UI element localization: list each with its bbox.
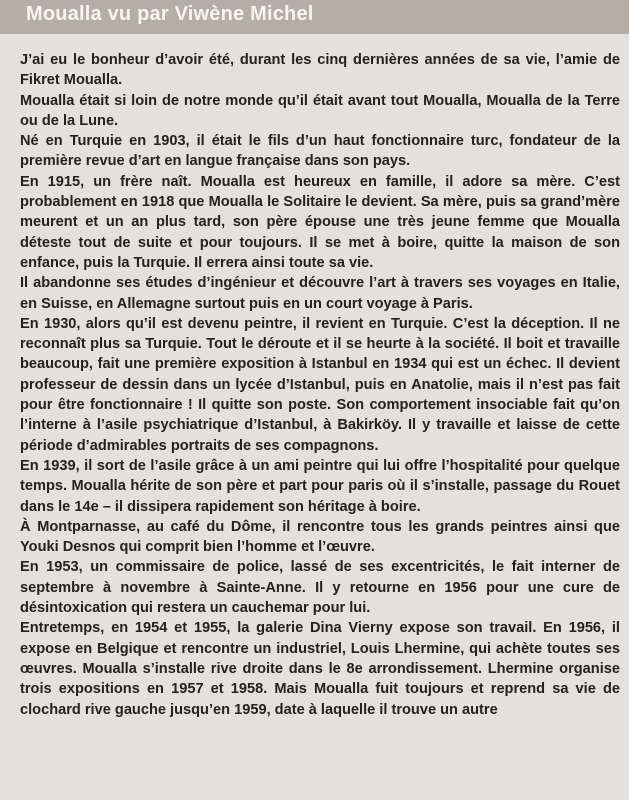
article-body — [20, 50, 620, 720]
title-bar — [0, 0, 629, 34]
paragraph-10: Entretemps, en 1954 et 1955, la galerie Dina Vierny expose son travail. En 1956, il expose en Belgique et rencontre un industriel, Louis Lhermine, qui achète toutes ses œuvres. Moualla s’installe rive droite dans le 8e arrondissement. Lhermine organise trois expositions en 1957 et 1958. Mais Moualla fuit toujours et reprend sa vie de clochard rive gauche jusqu’en 1959, date à laquelle il trouve un autre — [20, 620, 620, 718]
paragraph-1: J’ai eu le bonheur d’avoir été, durant les cinq dernières années de sa vie, l’amie de Fikret Moualla. — [20, 52, 620, 89]
paragraph-4: En 1915, un frère naît. Moualla est heureux en famille, il adore sa mère. C’est probablement en 1918 que Moualla le Solitaire le devient. Sa mère, puis sa grand’mère meurent et un an plus tard, son père épouse une très jeune femme que Moualla déteste tout de suite et pour toujours. Il se met à boire, quitte la maison de son enfance, puis la Turquie. Il errera ainsi toute sa vie. — [20, 173, 620, 271]
paragraph-9: En 1953, un commissaire de police, lassé de ses excentricités, le fait interner de septembre à novembre à Sainte-Anne. Il y retourne en 1956 pour une cure de désintoxication qui restera un cauchemar pour lui. — [20, 559, 620, 617]
paragraph-6: En 1930, alors qu’il est devenu peintre, il revient en Turquie. C’est la déception. Il ne reconnaît plus sa Turquie. Tout le déroute et il se heurte à la société. Il boit et travaille beaucoup, fait une première exposition à Istanbul en 1934 qui est un échec. Il devient professeur de dessin dans un lycée d’Istanbul, puis en Anatolie, mais il n’est pas fait pour être fonctionnaire ! Il quitte son poste. Son comportement insociable fait qu’on l’interne à l’asile psychiatrique d’Istanbul, à Bakirköy. Il y travaille et laisse de cette période d’admirables portraits de ses compagnons. — [20, 315, 620, 454]
paragraph-7: En 1939, il sort de l’asile grâce à un ami peintre qui lui offre l’hospitalité pour quelque temps. Moualla hérite de son père et part pour paris où il s’installe, passage du Rouet dans le 14e – il dissipera rapidement son héritage à boire. — [20, 457, 620, 515]
paragraph-5: Il abandonne ses études d’ingénieur et découvre l’art à travers ses voyages en Italie, en Suisse, en Allemagne surtout puis en un court voyage à Paris. — [20, 275, 620, 312]
page-title: Moualla vu par Viwène Michel — [26, 3, 314, 25]
paragraph-8: À Montparnasse, au café du Dôme, il rencontre tous les grands peintres ainsi que Youki Desnos qui comprit bien l’homme et l’œuvre. — [20, 518, 620, 556]
paragraph-2: Moualla était si loin de notre monde qu’il était avant tout Moualla, Moualla de la Terre ou de la Lune. — [20, 92, 620, 129]
paragraph-3: Né en Turquie en 1903, il était le fils d’un haut fonctionnaire turc, fondateur de la première revue d’art en langue française dans son pays. — [20, 133, 620, 170]
